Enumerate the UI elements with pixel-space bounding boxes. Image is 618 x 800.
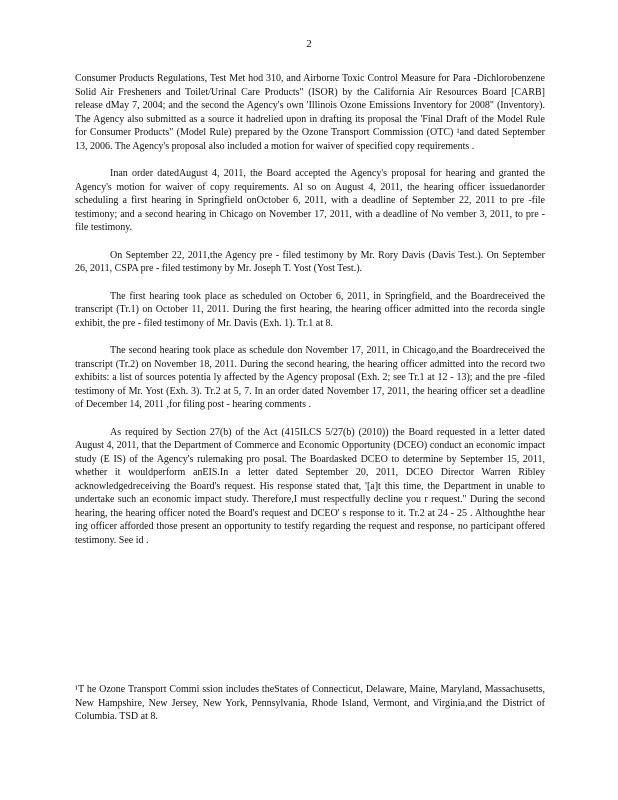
paragraph-3: On September 22, 2011,the Agency pre - filed testimony by Mr. Rory Davis (Davis Test.). On September 26, 2011, CSPA pre - filed testimony by Mr. Joseph T. Yost (Yost Test.). [75, 249, 545, 274]
paragraph-2: Inan order datedAugust 4, 2011, the Board accepted the Agency's proposal for hearing and granted the Agency's motion for waiver of copy requirements. Al so on August 4, 2011, the hearing officer issuedanorder scheduling a first hearing in Springfield onOctober 6, 2011, with a deadline of September 22, 2011 to pre -file testimony; and a second hearing in Chicago on November 17, 2011, with a deadline of No vember 3, 2011, to pre -file testimony. [75, 168, 545, 233]
paragraph-5: The second hearing took place as schedule don November 17, 2011, in Chicago,and the Boardreceived the transcript (Tr.2) on November 18, 2011. During the second hearing, the hearing officer admitted into the record two exhibits: a list of sources potentia ly affected by the Agency proposal (Exh. 2; see Tr.1 at 12 - 13); and the pre -filed testimony of Mr. Yost (Exh. 3). Tr.2 at 5, 7. In an order dated November 17, 2011, the hearing officer set a deadline of December 14, 2011 ,for filing post - hearing comments . [75, 345, 545, 410]
paragraph-4: The first hearing took place as scheduled on October 6, 2011, in Springfield, and the Boardreceived the transcript (Tr.1) on October 11, 2011. During the first hearing, the hearing officer admitted into the recorda single exhibit, the pre - filed testimony of Mr. Davis (Exh. 1). Tr.1 at 8. [75, 290, 545, 329]
document-body [75, 72, 545, 561]
page-number: 2 [306, 38, 312, 50]
paragraph-1: Consumer Products Regulations, Test Met hod 310, and Airborne Toxic Control Measure for Para -Dichlorobenzene Solid Air Fresheners and Toilet/Urinal Care Products" (ISOR) by the California Air Resources Board [CARB] release dMay 7, 2004; and the second the Agency's own 'Illinois Ozone Emissions Inventory for 2008" (Inventory). The Agency also submitted as a source it hadrelied upon in drafting its proposal the 'Final Draft of the Model Rule for Consumer Products" (Model Rule) prepared by the Ozone Transport Commission (OTC) ¹and dated September 13, 2006. The Agency's proposal also included a motion for waiver of specified copy requirements . [75, 73, 545, 152]
footnote: ¹T he Ozone Transport Commi ssion includes theStates of Connecticut, Delaware, Maine, Maryland, Massachusetts, New Hampshire, New Jersey, New York, Pennsylvania, Rhode Island, Vermont, and Virginia,and the District of Columbia. TSD at 8. [75, 684, 545, 722]
paragraph-6: As required by Section 27(b) of the Act (415ILCS 5/27(b) (2010)) the Board requested in a letter dated August 4, 2011, that the Department of Commerce and Economic Opportunity (DCEO) conduct an economic impact study (E IS) of the Agency's rulemaking pro posal. The Boardasked DCEO to determine by September 15, 2011, whether it wouldperform anEIS.In a letter dated September 20, 2011, DCEO Director Warren Ribley acknowledgedreceiving the Board's request. His response stated that, '[a]t this time, the Department in unable to undertake such an economic impact study. Therefore,I must respectfully decline you r request." During the second hearing, the hearing officer noted the Board's request and DCEO' s response to it. Tr.2 at 24 - 25 . Althoughthe hear ing officer afforded those present an opportunity to testify regarding the request and response, no participant offered testimony. See id . [75, 426, 545, 546]
